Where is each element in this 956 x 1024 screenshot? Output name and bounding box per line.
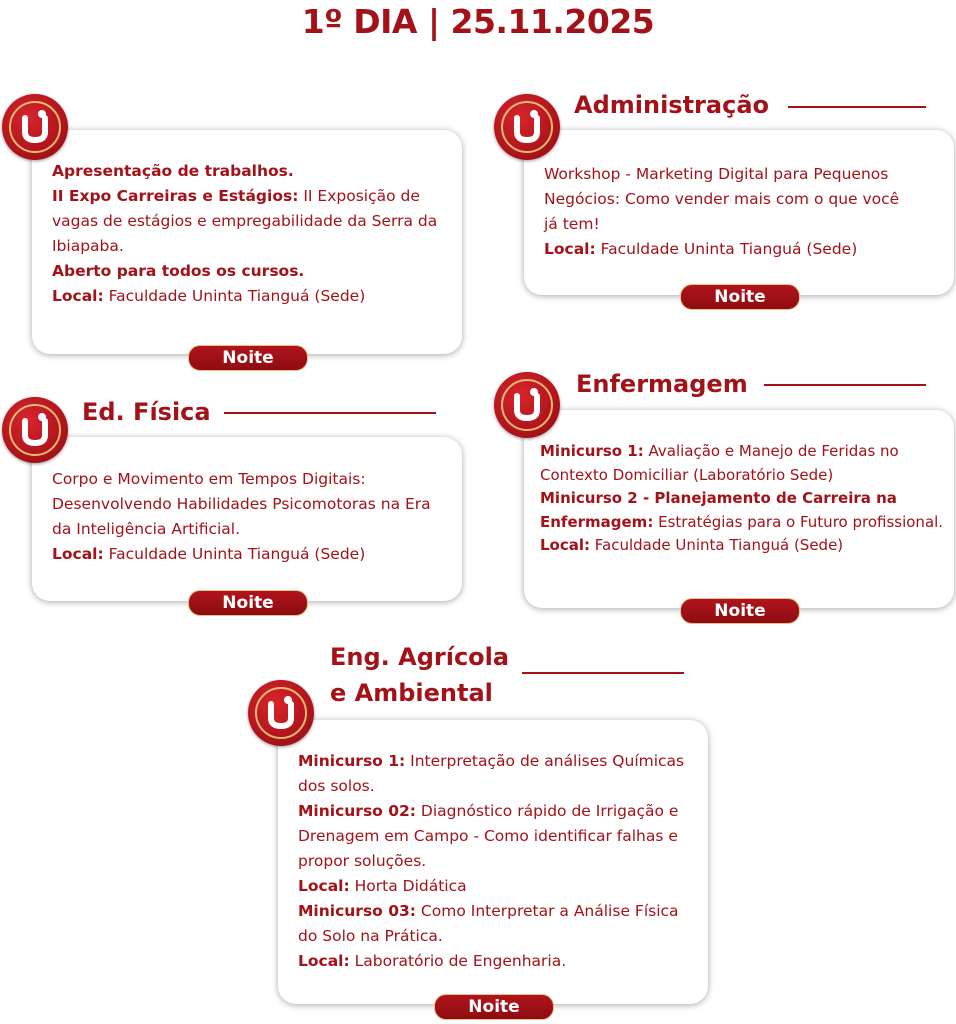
uninta-logo-icon [494, 94, 560, 160]
local-text: Faculdade Uninta Tianguá (Sede) [595, 240, 858, 258]
expo-text: II Exposição de vagas de estágios e empregabilidade da Serra da Ibiapaba. [52, 187, 438, 255]
section-title-eng-agricola [330, 642, 509, 708]
uninta-logo-icon [248, 680, 314, 746]
time-badge-noite: Noite [188, 345, 308, 371]
time-badge-noite: Noite [434, 994, 554, 1020]
expo-label: II Expo Carreiras e Estágios: [52, 187, 299, 205]
card-enfermagem-content [540, 440, 946, 558]
local-text: Faculdade Uninta Tianguá (Sede) [590, 536, 844, 554]
title-divider [764, 384, 926, 386]
uninta-logo-icon [494, 372, 560, 438]
time-badge-noite: Noite [680, 598, 800, 624]
local-text: Horta Didática [349, 877, 467, 895]
title-divider [522, 672, 684, 674]
minicurso-2-text: Diagnóstico rápido de Irrigação e Drenagem em Campo - Como identificar falhas e propor soluções. [298, 802, 679, 870]
minicurso-3-text: Como Interpretar a Análise Física do Solo na Prática. [298, 902, 679, 945]
minicurso-2-label: Minicurso 02: [298, 802, 416, 820]
section-title-enfermagem: Enfermagem [576, 370, 748, 398]
page-title: 1º DIA | 25.11.2025 [301, 2, 655, 41]
minicurso-1-text: Interpretação de análises Químicas dos solos. [298, 752, 685, 795]
local-label: Local: [298, 877, 350, 895]
presentation-heading: Apresentação de trabalhos. [52, 162, 294, 180]
uninta-logo-icon [2, 397, 68, 463]
minicurso-2-text: Estratégias para o Futuro profissional. [653, 512, 944, 531]
minicurso-1-text: Avaliação e Manejo de Feridas no Contexto Domiciliar (Laboratório Sede) [540, 442, 899, 484]
local-label: Local: [52, 287, 104, 305]
section-title-line2: e Ambiental [330, 679, 493, 707]
section-title-line1: Eng. Agrícola [330, 643, 510, 671]
ed-fisica-description: Corpo e Movimento em Tempos Digitais: Desenvolvendo Habilidades Psicomotoras na Era da Inteligência Artificial. [52, 470, 431, 538]
local-text: Laboratório de Engenharia. [349, 952, 567, 970]
uninta-logo-icon [2, 94, 68, 160]
minicurso-3-label: Minicurso 03: [298, 902, 416, 920]
local-label: Local: [52, 545, 104, 563]
minicurso-1-label: Minicurso 1: [298, 752, 406, 770]
time-badge-noite: Noite [188, 590, 308, 616]
minicurso-2-label: Minicurso 2 - Planejamento de Carreira na Enfermagem: [540, 489, 897, 531]
card-eng-agricola-content [298, 749, 698, 974]
local-label: Local: [544, 240, 596, 258]
workshop-description: Workshop - Marketing Digital para Pequenos Negócios: Como vender mais com o que você já tem! [544, 165, 900, 233]
title-divider [788, 106, 926, 108]
minicurso-1-label: Minicurso 1: [540, 442, 644, 460]
card-ed-fisica-content [52, 467, 452, 567]
local-label: Local: [298, 952, 350, 970]
local-text: Faculdade Uninta Tianguá (Sede) [103, 545, 366, 563]
title-divider [224, 412, 436, 414]
time-badge-noite: Noite [680, 284, 800, 310]
section-title-administracao: Administração [574, 91, 769, 119]
open-to-all-text: Aberto para todos os cursos. [52, 262, 305, 280]
local-label: Local: [540, 536, 591, 554]
local-text: Faculdade Uninta Tianguá (Sede) [103, 287, 366, 305]
card-geral-content [52, 159, 452, 309]
card-administracao-content [544, 162, 914, 262]
section-title-ed-fisica: Ed. Física [82, 398, 211, 426]
